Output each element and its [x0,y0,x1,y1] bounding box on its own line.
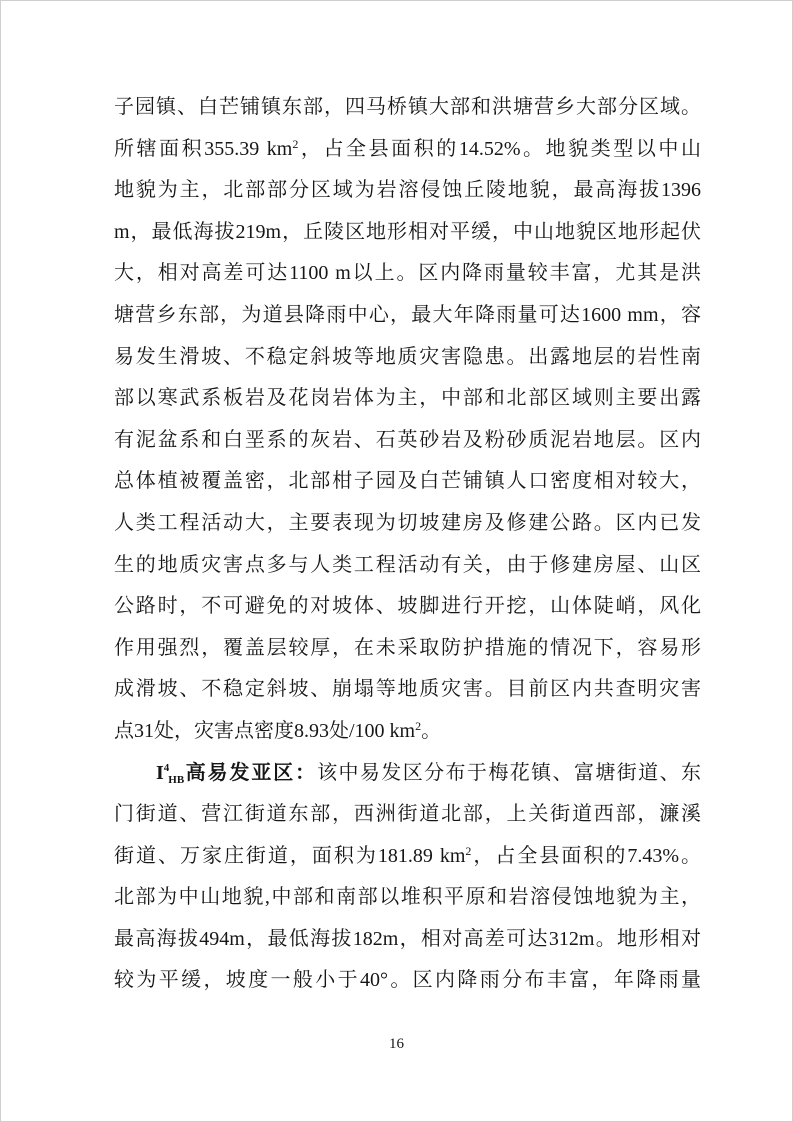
text-run: 塘营乡东部，为道县降雨中心，最大年降雨量可达1600 mm，容 [114,303,701,326]
text-run: 最高海拔494m，最低海拔182m，相对高差可达312m。地形相对 [114,927,701,950]
text-run: 门街道、营江街道东部，西洲街道北部，上关街道西部，濂溪 [114,803,701,826]
text-run: 所辖面积355.39 km [114,137,293,160]
text-line [114,960,701,1002]
text-line [114,919,701,961]
text-run: 点31处，灾害点密度8.93处/100 km [114,719,416,742]
superscript-2: 2 [465,843,472,858]
text-run: 有泥盆系和白垩系的灰岩、石英砂岩及粉砂质泥岩地层。区内 [114,428,701,451]
text-line [114,170,701,212]
text-run: 子园镇、白芒铺镇东部，四马桥镇大部和洪塘营乡大部分区域。 [114,96,701,118]
text-line [114,295,701,337]
text-line [114,545,701,587]
text-line [114,253,701,295]
text-run: 部以寒武系板岩及花岗岩体为主，中部和北部区域则主要出露 [114,387,701,410]
text-line [114,753,701,795]
text-run: 较为平缓，坡度一般小于40°。区内降雨分布丰富，年降雨量 [114,969,701,992]
text-line [114,337,701,379]
zone-code-subscript: HB [168,773,185,786]
superscript-2: 2 [292,136,299,151]
text-line [114,503,701,545]
text-run: 成滑坡、不稳定斜坡、崩塌等地质灾害。目前区内共查明灾害 [114,678,701,701]
paragraph-1 [114,87,701,753]
text-run: 生的地质灾害点多与人类工程活动有关，由于修建房屋、山区 [114,553,701,576]
text-line [114,378,701,420]
text-run: 地貌为主，北部部分区域为岩溶侵蚀丘陵地貌，最高海拔1396 [114,179,701,202]
text-line [114,212,701,254]
text-line [114,420,701,462]
superscript-2: 2 [415,718,422,733]
page-number: 16 [389,1036,404,1052]
text-line [114,586,701,628]
text-line [114,794,701,836]
text-run: 。 [421,719,442,742]
text-run: 公路时，不可避免的对坡体、坡脚进行开挖，山体陡峭，风化 [114,595,701,618]
text-run: 北部为中山地貌,中部和南部以堆积平原和岩溶侵蚀地貌为主， [114,886,701,909]
text-line [114,877,701,919]
paragraph-2 [114,753,701,1003]
text-run: ，占全县面积的14.52%。地貌类型以中山 [298,137,701,160]
text-run: 易发生滑坡、不稳定斜坡等地质灾害隐患。出露地层的岩性南 [114,345,701,368]
text-run: 该中易发区分布于梅花镇、富塘街道、东 [317,761,701,784]
zone-heading-label: 高易发亚区： [184,761,318,784]
text-run: 作用强烈，覆盖层较厚，在未采取防护措施的情况下，容易形 [114,636,701,659]
text-run: 人类工程活动大，主要表现为切坡建房及修建公路。区内已发 [114,511,701,534]
text-line [114,129,701,171]
zone-code-base: I [156,761,164,784]
text-run: 大，相对高差可达1100 m以上。区内降雨量较丰富，尤其是洪 [114,262,701,285]
text-run: m，最低海拔219m，丘陵区地形相对平缓，中山地貌区地形起伏 [114,220,701,243]
text-run: 总体植被覆盖密，北部柑子园及白芒铺镇人口密度相对较大， [114,470,701,493]
text-line [114,669,701,711]
text-line [114,711,701,753]
text-line [114,461,701,503]
text-line [114,87,701,129]
text-body [114,87,701,1002]
text-run: ，占全县面积的7.43%。 [471,844,701,867]
text-line [114,628,701,670]
text-line [114,836,701,878]
zone-code-superscript: 4 [163,761,170,774]
text-run: 街道、万家庄街道，面积为181.89 km [114,844,466,867]
zone-code [156,762,184,784]
